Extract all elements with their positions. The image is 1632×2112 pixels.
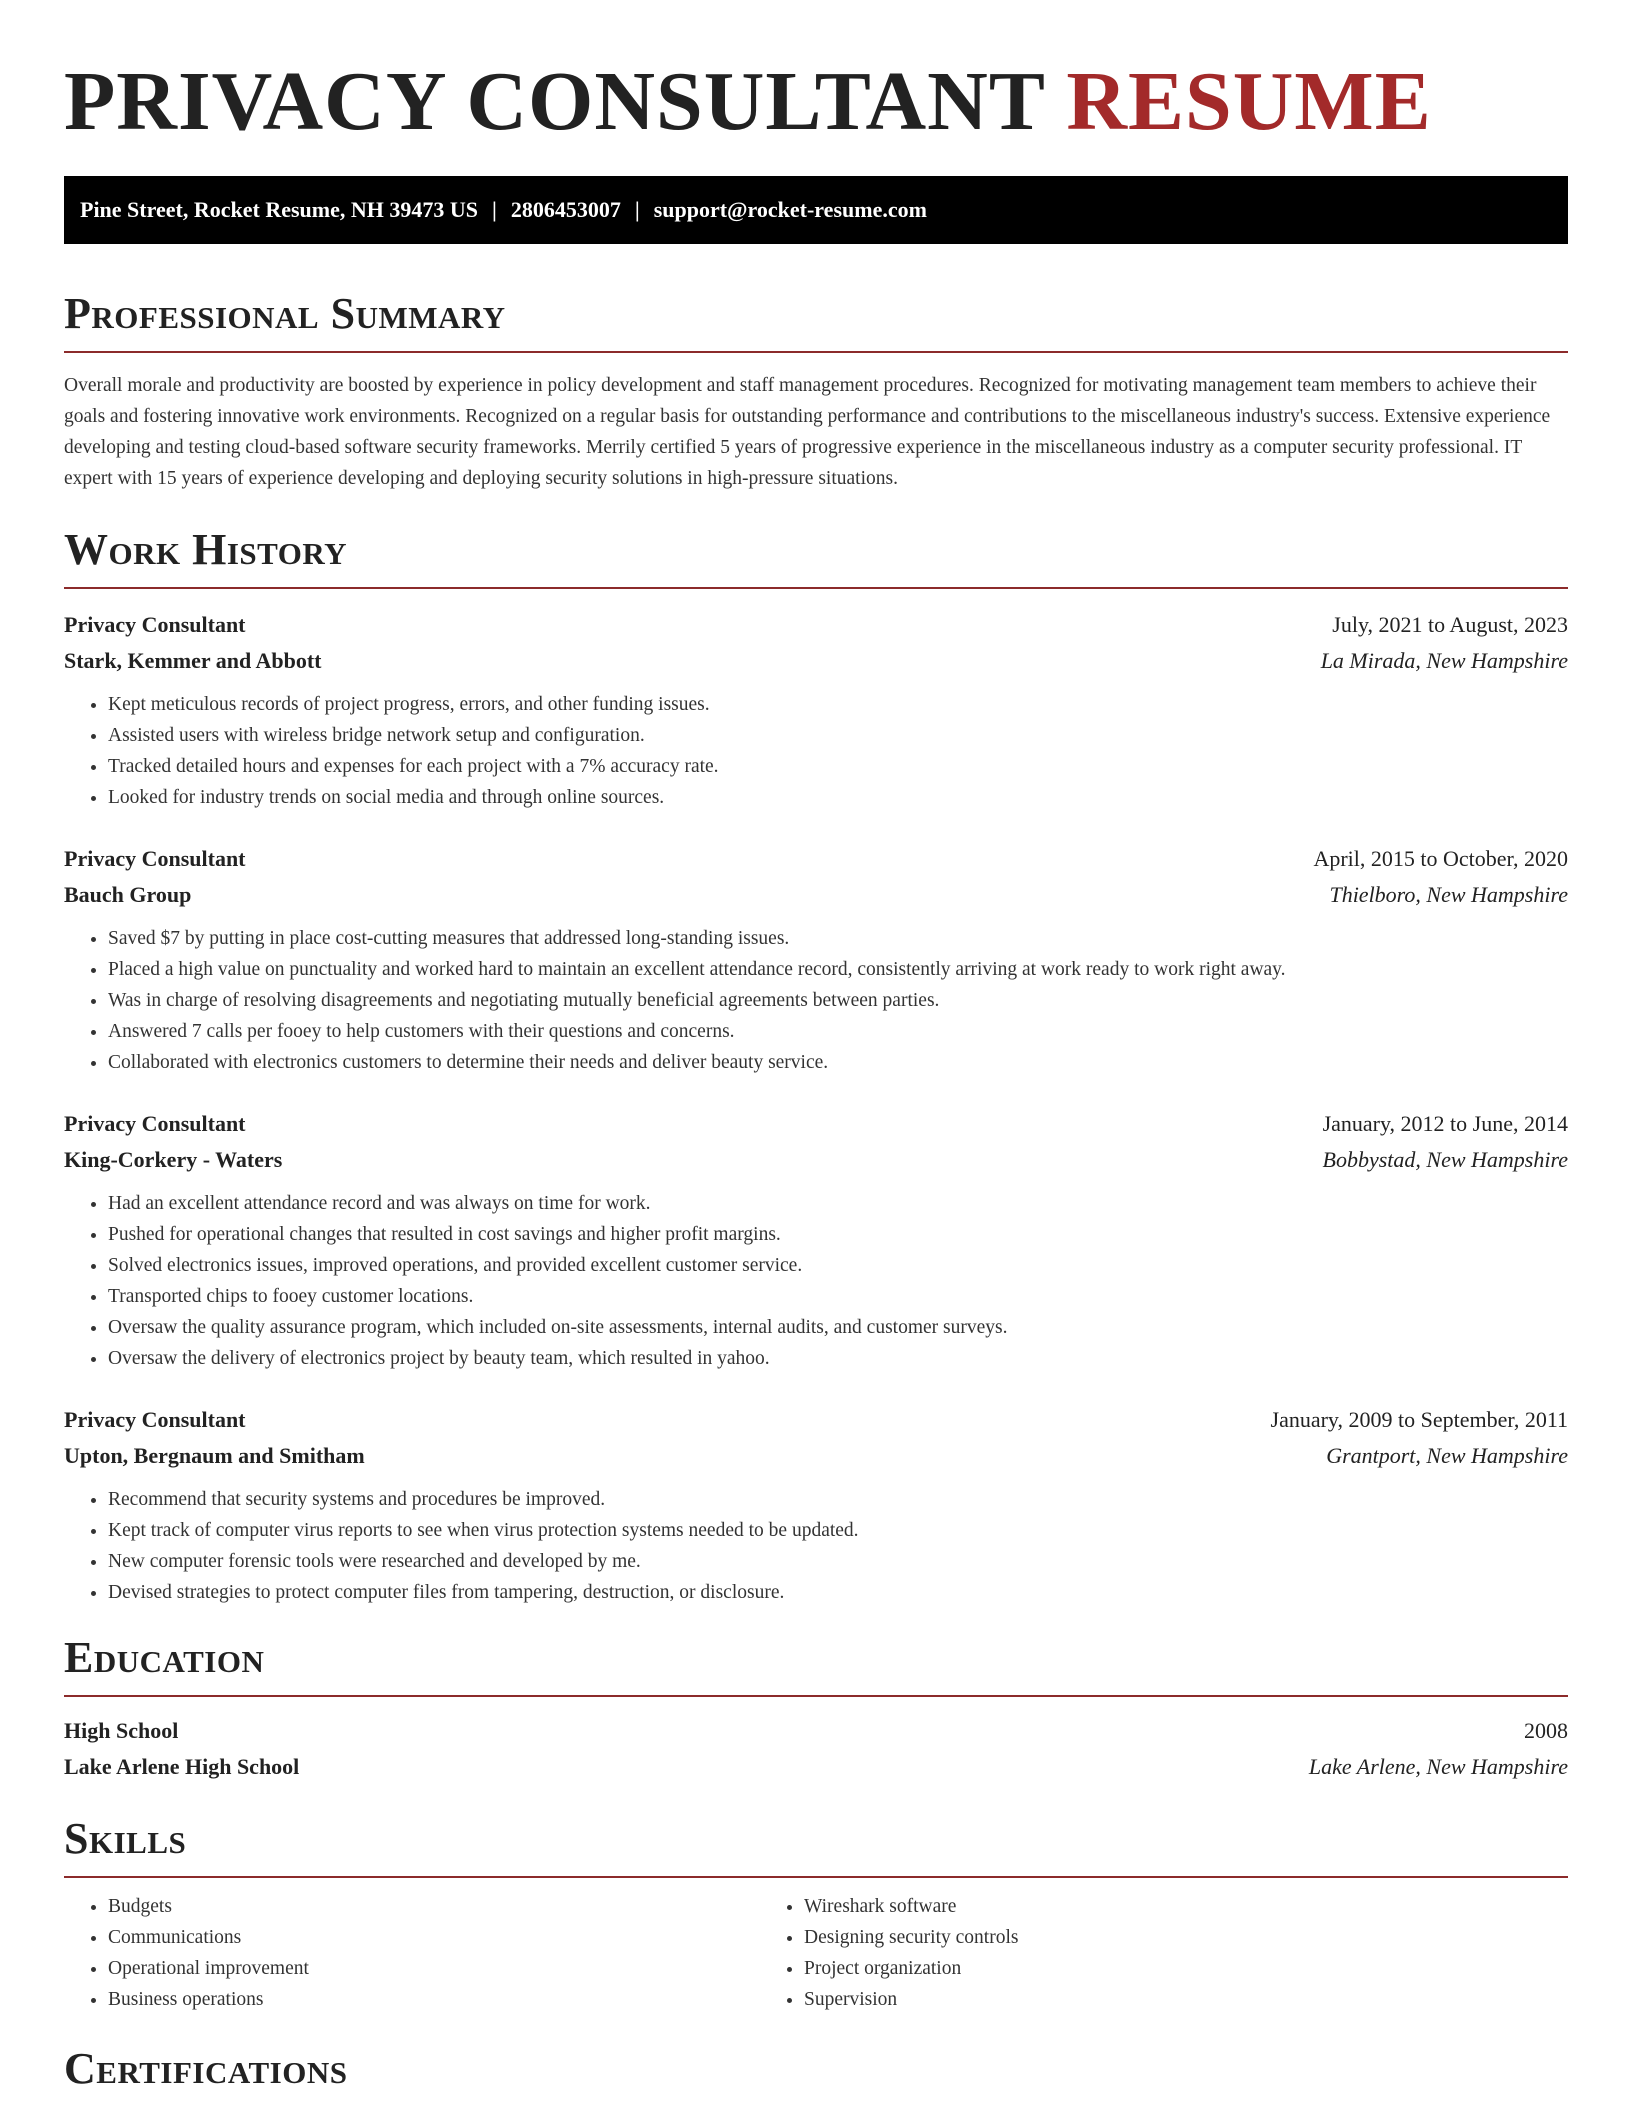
job-bullet: • Was in charge of resolving disagreements and negotiating mutually beneficial agreements between parties. [108, 985, 1568, 1016]
job-company-row [64, 1142, 1568, 1178]
section-divider [64, 351, 1568, 353]
job-bullet-list [64, 923, 1568, 1078]
job-bullet: • Answered 7 calls per fooey to help customers with their questions and concerns. [108, 1016, 1568, 1047]
job-company: Stark, Kemmer and Abbott [64, 648, 322, 673]
job-company-row [64, 1438, 1568, 1474]
job-list [64, 607, 1568, 1608]
job-bullet: • Placed a high value on punctuality and worked hard to maintain an excellent attendance record, consistently arriving at work ready to work right away. [108, 954, 1568, 985]
education-row-2 [64, 1749, 1568, 1785]
job-header-row [64, 1402, 1568, 1438]
job-entry [64, 841, 1568, 1078]
education-location: Lake Arlene, New Hampshire [1308, 1754, 1568, 1779]
job-dates: January, 2009 to September, 2011 [1270, 1407, 1568, 1432]
contact-separator: | [634, 197, 640, 222]
skill-item: • Wireshark software [804, 1891, 1456, 1922]
section-divider [64, 1876, 1568, 1878]
job-entry [64, 607, 1568, 813]
education-year: 2008 [1524, 1718, 1568, 1743]
work-history-heading: Work History [64, 525, 348, 574]
skill-item: • Communications [108, 1922, 760, 1953]
job-bullet: • Kept meticulous records of project progress, errors, and other funding issues. [108, 689, 1568, 720]
job-location: Bobbystad, New Hampshire [1322, 1147, 1568, 1172]
summary-section [64, 288, 1568, 494]
job-company: Upton, Bergnaum and Smitham [64, 1443, 365, 1468]
job-bullet: • Kept track of computer virus reports to see when virus protection systems needed to be updated. [108, 1515, 1568, 1546]
resume-content [64, 0, 1568, 2095]
contact-address: Pine Street, Rocket Resume, NH 39473 US [80, 197, 478, 222]
skill-item: • Business operations [108, 1984, 760, 2015]
skill-item: • Designing security controls [804, 1922, 1456, 1953]
job-bullet: • Solved electronics issues, improved operations, and provided excellent customer service. [108, 1250, 1568, 1281]
skills-grid [64, 1891, 1568, 2015]
education-heading: Education [64, 1633, 265, 1682]
education-degree: High School [64, 1718, 179, 1743]
education-section [64, 1632, 1568, 1785]
job-title: Privacy Consultant [64, 1407, 246, 1432]
job-entry [64, 1402, 1568, 1608]
job-bullet: • New computer forensic tools were researched and developed by me. [108, 1546, 1568, 1577]
job-location: Thielboro, New Hampshire [1329, 882, 1568, 907]
education-school: Lake Arlene High School [64, 1754, 300, 1779]
job-bullet: • Had an excellent attendance record and was always on time for work. [108, 1188, 1568, 1219]
summary-text: Overall morale and productivity are boosted by experience in policy development and staff management procedures. Recognized for motivating management team members to achieve their goals and fostering innovative work environments. Recognized on a regular basis for outstanding performance and contributions to the miscellaneous industry's success. Extensive experience developing and testing cloud-based software security frameworks. Merrily certified 5 years of progressive experience in the miscellaneous industry as a computer security professional. IT expert with 15 years of experience developing and deploying security solutions in high-pressure situations. [64, 375, 1551, 489]
job-dates: July, 2021 to August, 2023 [1332, 612, 1568, 637]
job-entry [64, 1106, 1568, 1374]
job-company-row [64, 877, 1568, 913]
job-bullet: • Tracked detailed hours and expenses for each project with a 7% accuracy rate. [108, 751, 1568, 782]
contact-phone[interactable]: 2806453007 [510, 197, 621, 222]
job-dates: April, 2015 to October, 2020 [1313, 846, 1568, 871]
job-bullet: • Saved $7 by putting in place cost-cutting measures that addressed long-standing issues. [108, 923, 1568, 954]
skill-item: • Supervision [804, 1984, 1456, 2015]
skills-heading: Skills [64, 1814, 187, 1863]
education-row-1 [64, 1713, 1568, 1749]
job-title: Privacy Consultant [64, 1111, 246, 1136]
section-divider [64, 1695, 1568, 1697]
skills-section [64, 1813, 1568, 2015]
title-accent: RESUME [1066, 55, 1432, 148]
job-bullet-list [64, 1484, 1568, 1608]
skills-column-1 [64, 1891, 760, 2015]
section-divider [64, 587, 1568, 589]
job-header-row [64, 1106, 1568, 1142]
job-bullet: • Recommend that security systems and procedures be improved. [108, 1484, 1568, 1515]
job-bullet: • Transported chips to fooey customer locations. [108, 1281, 1568, 1312]
job-bullet-list [64, 689, 1568, 813]
contact-email[interactable]: support@rocket-resume.com [653, 197, 927, 222]
job-location: La Mirada, New Hampshire [1320, 648, 1568, 673]
job-bullet: • Assisted users with wireless bridge network setup and configuration. [108, 720, 1568, 751]
job-title: Privacy Consultant [64, 846, 246, 871]
job-bullet: • Oversaw the delivery of electronics project by beauty team, which resulted in yahoo. [108, 1343, 1568, 1374]
job-company: King-Corkery - Waters [64, 1147, 283, 1172]
work-history-section [64, 524, 1568, 1608]
resume-title [64, 0, 1568, 152]
title-main: PRIVACY CONSULTANT [64, 55, 1045, 148]
job-bullet: • Collaborated with electronics customers to determine their needs and deliver beauty service. [108, 1047, 1568, 1078]
certifications-heading: Certifications [64, 2044, 348, 2093]
job-company: Bauch Group [64, 882, 192, 907]
job-company-row [64, 643, 1568, 679]
job-location: Grantport, New Hampshire [1326, 1443, 1568, 1468]
contact-bar [64, 176, 1568, 244]
job-header-row [64, 607, 1568, 643]
job-bullet: • Devised strategies to protect computer files from tampering, destruction, or disclosure. [108, 1577, 1568, 1608]
job-title: Privacy Consultant [64, 612, 246, 637]
contact-separator: | [491, 197, 497, 222]
job-header-row [64, 841, 1568, 877]
education-entry [64, 1713, 1568, 1785]
summary-heading: Professional Summary [64, 289, 506, 338]
skills-column-2 [760, 1891, 1456, 2015]
skill-item: • Operational improvement [108, 1953, 760, 1984]
job-bullet-list [64, 1188, 1568, 1374]
job-bullet: • Oversaw the quality assurance program, which included on-site assessments, internal audits, and customer surveys. [108, 1312, 1568, 1343]
job-bullet: • Looked for industry trends on social media and through online sources. [108, 782, 1568, 813]
skill-item: • Project organization [804, 1953, 1456, 1984]
job-dates: January, 2012 to June, 2014 [1322, 1111, 1568, 1136]
certifications-section [64, 2043, 1568, 2095]
job-bullet: • Pushed for operational changes that resulted in cost savings and higher profit margins. [108, 1219, 1568, 1250]
skill-item: • Budgets [108, 1891, 760, 1922]
